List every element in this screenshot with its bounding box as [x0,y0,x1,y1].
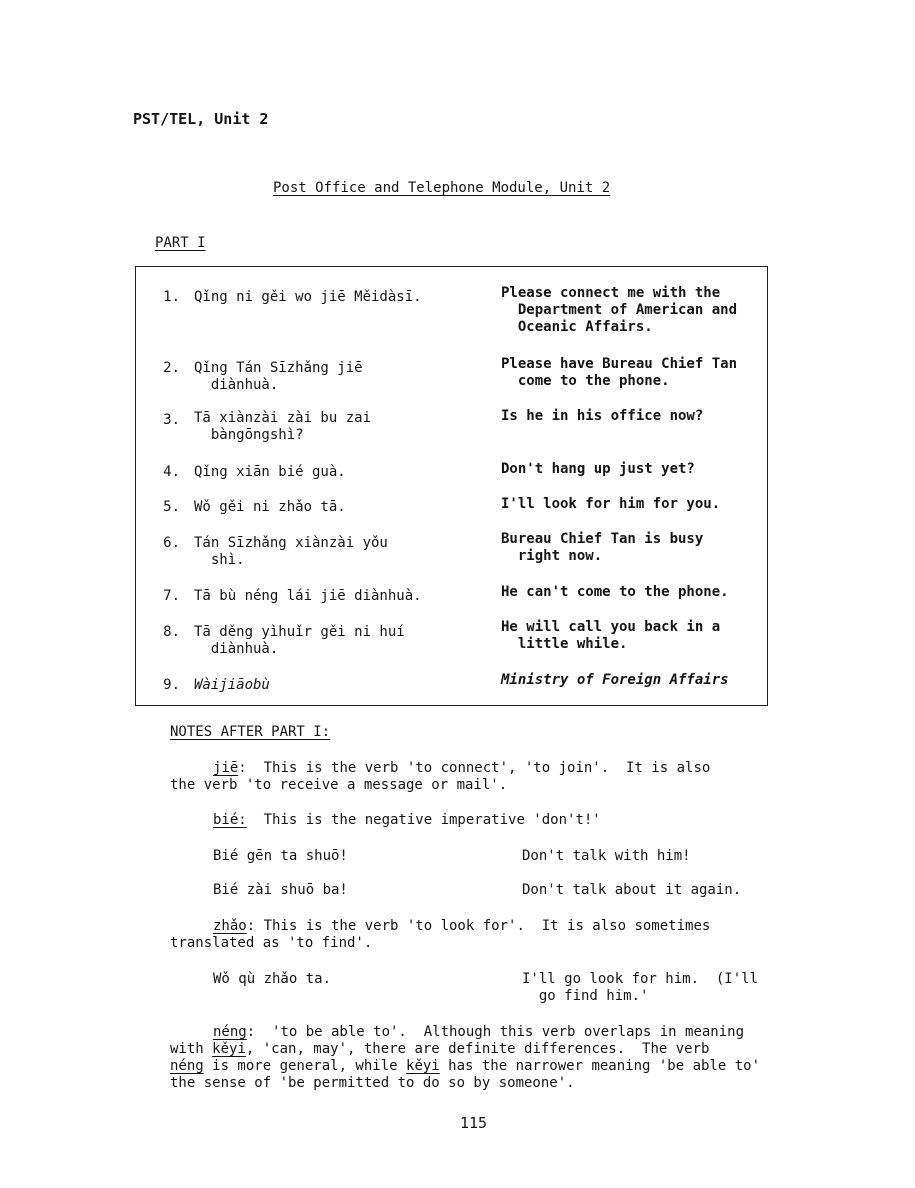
note-bie [170,812,601,829]
drill-english: Ministry of Foreign Affairs [501,672,729,688]
note-text: the sense of 'be permitted to do so by someone'. [170,1075,575,1091]
note-term: bié: [213,812,247,828]
drill-table [135,266,768,706]
note-neng-line [170,1075,575,1092]
drill-english: Don't hang up just yet? [501,461,695,477]
example-chinese: Bié zài shuō ba! [213,882,348,898]
note-text: , 'can, may', there are definite differences. The verb [245,1041,710,1057]
example-english: Don't talk with him! [522,848,691,864]
drill-chinese: Tā děng yìhuǐr gěi ni huí diànhuà. [194,624,405,657]
drill-number: 1. [163,289,180,305]
drill-number: 4. [163,464,180,480]
drill-number: 6. [163,535,180,551]
drill-english: Is he in his office now? [501,408,704,424]
note-text: This is the negative imperative 'don't!' [246,812,601,828]
page-number: 115 [460,1114,488,1132]
drill-chinese: Tā bù néng lái jiē diànhuà. [194,588,422,604]
note-text: : This is the verb 'to look for'. It is also sometimes translated as 'to find'. [170,918,711,951]
note-jie [170,760,710,794]
note-term: néng [213,1024,247,1040]
drill-number: 9. [163,677,180,693]
note-neng-line [170,1058,760,1075]
note-term: kěyi [212,1041,246,1057]
example-english: I'll go look for him. (I'll go find him.' [522,971,759,1004]
page-title: Post Office and Telephone Module, Unit 2 [273,180,611,196]
notes-title: NOTES AFTER PART I: [170,724,331,740]
drill-chinese: Tán Sīzhǎng xiànzài yǒu shì. [194,535,388,568]
part-label: PART I [155,235,206,251]
note-term: jiē [213,760,239,776]
note-term: zhǎo [213,918,247,934]
note-neng [170,1024,744,1041]
drill-chinese: Tā xiànzài zài bu zai bàngōngshì? [194,410,372,443]
note-text: : This is the verb 'to connect', 'to join'. It is also the verb 'to receive a message or mail'. [170,760,711,793]
note-zhao [170,918,710,952]
note-text: : 'to be able to'. Although this verb overlaps in meaning [246,1024,745,1040]
note-term: néng [170,1058,204,1074]
drill-chinese: Qǐng Tán Sīzhǎng jiē diànhuà. [194,360,363,393]
drill-english: Bureau Chief Tan is busy right now. [501,531,704,564]
page-header: PST/TEL, Unit 2 [133,110,269,128]
drill-chinese: Qǐng ni gěi wo jiē Měidàsī. [194,289,422,305]
drill-number: 5. [163,499,180,515]
example-chinese: Wǒ qù zhǎo ta. [213,971,332,987]
drill-english: Please have Bureau Chief Tan come to the phone. [501,356,738,389]
note-text: with [170,1041,213,1057]
drill-english: He will call you back in a little while. [501,619,721,652]
example-chinese: Bié gēn ta shuō! [213,848,348,864]
drill-chinese: Wàijiāobù [194,677,270,693]
drill-english: He can't come to the phone. [501,584,729,600]
drill-number: 7. [163,588,180,604]
drill-chinese: Wǒ gěi ni zhǎo tā. [194,499,346,515]
drill-english: I'll look for him for you. [501,496,721,512]
note-text: is more general, while [203,1058,407,1074]
drill-number: 2. [163,360,180,376]
drill-number: 8. [163,624,180,640]
drill-english: Please connect me with the Department of American and Oceanic Affairs. [501,285,738,335]
drill-chinese: Qǐng xiān bié guà. [194,464,346,480]
example-english: Don't talk about it again. [522,882,742,898]
note-text: has the narrower meaning 'be able to' [439,1058,761,1074]
note-term: kěyi [406,1058,440,1074]
note-neng-line [170,1041,709,1058]
drill-number: 3. [163,412,180,428]
